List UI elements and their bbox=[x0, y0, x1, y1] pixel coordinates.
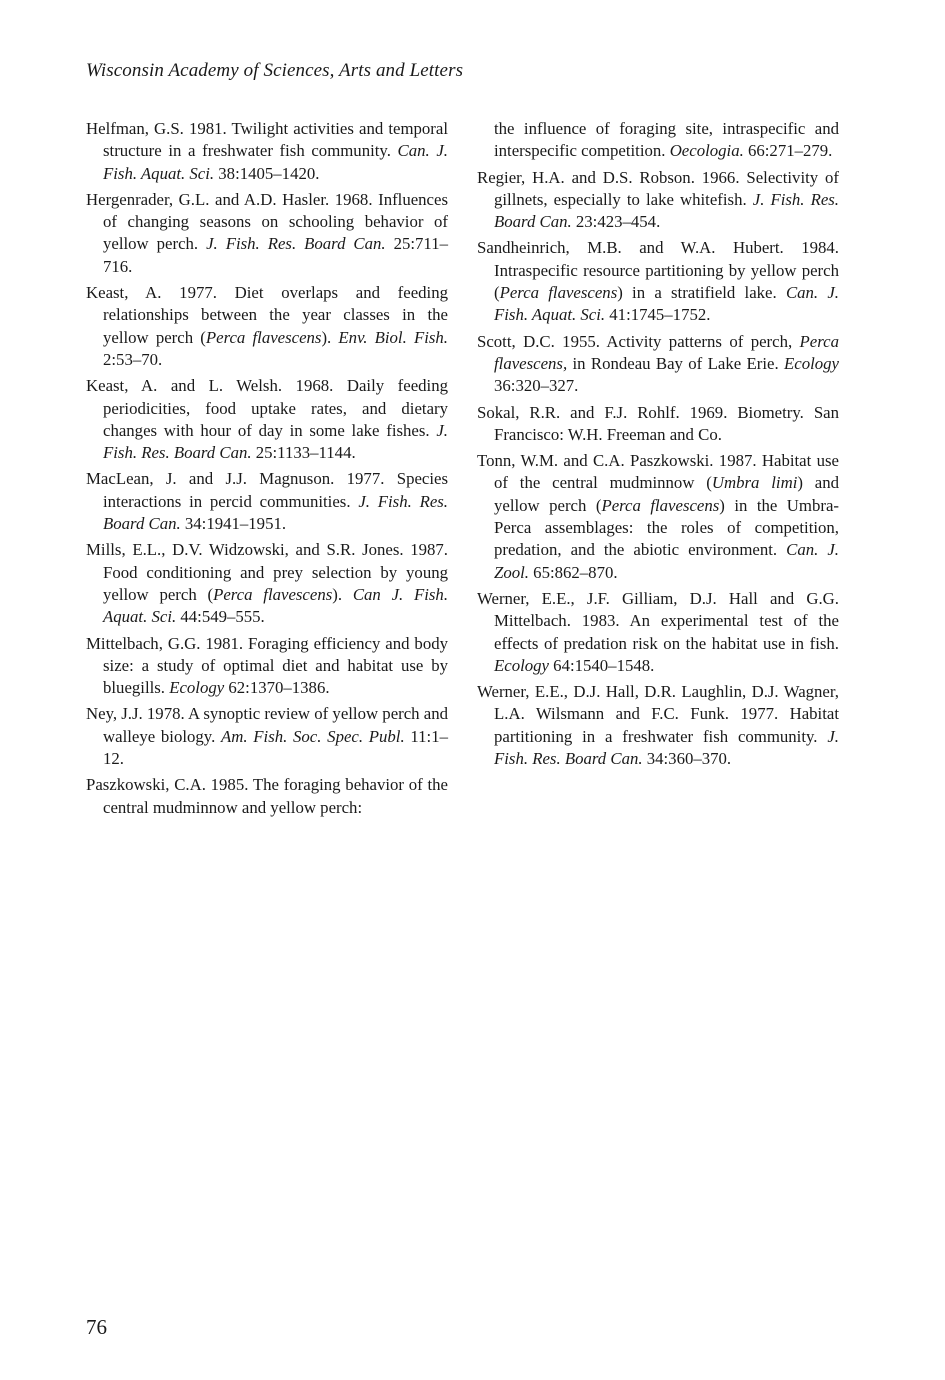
reference-entry: Mittelbach, G.G. 1981. Foraging efficiency and body size: a study of optimal diet and habitat use by bluegills. Ecology 62:1370–1386. bbox=[86, 633, 448, 698]
references-right-column bbox=[477, 118, 839, 774]
reference-entry: MacLean, J. and J.J. Magnuson. 1977. Species interactions in percid communities. J. Fish. Res. Board Can. 34:1941–1951. bbox=[86, 469, 448, 534]
reference-continuation: the influence of foraging site, intraspecific and interspecific competition. Oecologia. 66:271–279. bbox=[494, 119, 839, 161]
reference-entry: Regier, H.A. and D.S. Robson. 1966. Selectivity of gillnets, especially to lake whitefish. J. Fish. Res. Board Can. 23:423–454. bbox=[477, 167, 840, 232]
reference-entry: Tonn, W.M. and C.A. Paszkowski. 1987. Habitat use of the central mudminnow (Umbra limi) and yellow perch (Perca flavescens) in the Umbra-Perca assemblages: the roles of competition, predation, and the abiotic environment. Can. J. Zool. 65:862–870. bbox=[477, 451, 840, 582]
reference-entry: Ney, J.J. 1978. A synoptic review of yellow perch and walleye biology. Am. Fish. Soc. Spec. Publ. 11:1–12. bbox=[86, 704, 448, 769]
reference-entry: Sokal, R.R. and F.J. Rohlf. 1969. Biometry. San Francisco: W.H. Freeman and Co. bbox=[477, 402, 839, 444]
reference-entry: Sandheinrich, M.B. and W.A. Hubert. 1984. Intraspecific resource partitioning by yellow perch (Perca flavescens) in a stratifield lake. Can. J. Fish. Aquat. Sci. 41:1745–1752. bbox=[477, 238, 839, 325]
running-head: Wisconsin Academy of Sciences, Arts and Letters bbox=[86, 60, 464, 81]
reference-entry: Werner, E.E., D.J. Hall, D.R. Laughlin, D.J. Wagner, L.A. Wilsmann and F.C. Funk. 1977. Habitat partitioning in a freshwater fish community. J. Fish. Res. Board Can. 34:360–370. bbox=[477, 682, 839, 769]
reference-entry: Werner, E.E., J.F. Gilliam, D.J. Hall and G.G. Mittelbach. 1983. An experimental test of the effects of predation risk on the habitat use in fish. Ecology 64:1540–1548. bbox=[477, 588, 839, 675]
reference-entry: Helfman, G.S. 1981. Twilight activities and temporal structure in a freshwater fish community. Can. J. Fish. Aquat. Sci. 38:1405–1420. bbox=[86, 119, 448, 183]
reference-entry: Paszkowski, C.A. 1985. The foraging behavior of the central mudminnow and yellow perch: bbox=[86, 775, 448, 817]
reference-entry: Keast, A. 1977. Diet overlaps and feeding relationships between the year classes in the yellow perch (Perca flavescens). Env. Biol. Fish. 2:53–70. bbox=[86, 283, 448, 369]
reference-entry: Keast, A. and L. Welsh. 1968. Daily feeding periodicities, food uptake rates, and dietary changes with hour of day in some lake fishes. J. Fish. Res. Board Can. 25:1133–1144. bbox=[86, 376, 448, 463]
page-number: 76 bbox=[86, 1315, 107, 1339]
reference-entry: Mills, E.L., D.V. Widzowski, and S.R. Jones. 1987. Food conditioning and prey selection by young yellow perch (Perca flavescens). Can J. Fish. Aquat. Sci. 44:549–555. bbox=[86, 540, 449, 627]
references-left-column bbox=[86, 118, 448, 823]
reference-entry: Scott, D.C. 1955. Activity patterns of perch, Perca flavescens, in Rondeau Bay of Lake Erie. Ecology 36:320–327. bbox=[477, 331, 839, 396]
reference-entry: Hergenrader, G.L. and A.D. Hasler. 1968. Influences of changing seasons on schooling behavior of yellow perch. J. Fish. Res. Board Can. 25:711–716. bbox=[86, 189, 448, 276]
